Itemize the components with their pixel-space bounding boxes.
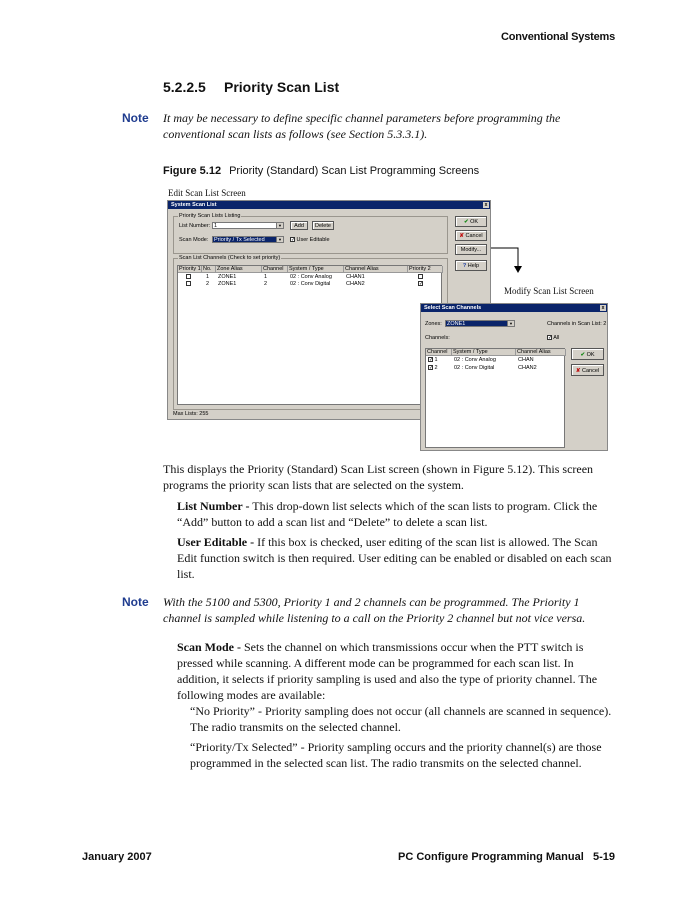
group-title: Scan List Channels (Check to set priority) xyxy=(179,255,281,261)
chevron-down-icon: ▼ xyxy=(276,223,283,228)
column-header[interactable]: System / Type xyxy=(452,349,516,356)
select-scan-channels-window xyxy=(420,303,608,451)
column-header[interactable]: Channel Alias xyxy=(516,349,566,356)
section-number: 5.2.2.5 xyxy=(163,79,206,95)
page-number: 5-19 xyxy=(592,851,615,863)
cell-alias: CHAN1 xyxy=(346,274,365,280)
close-icon[interactable]: x xyxy=(601,305,605,311)
cell-system: 02 : Conv Digital xyxy=(290,281,331,287)
priority1-checkbox[interactable] xyxy=(186,274,191,279)
term: Scan Mode - xyxy=(177,640,241,654)
column-header[interactable]: Priority 1 xyxy=(179,266,201,272)
description: Sets the channel on which transmissions occur when the PTT switch is pressed while scanning. A different mode can be programmed for each scan list. In addition, it selects if priority sampling is used and also the type of priority channel. The following modes are available: xyxy=(177,640,598,702)
all-checkbox[interactable] xyxy=(547,335,559,341)
column-header[interactable]: Channel xyxy=(426,349,452,356)
ok-button[interactable] xyxy=(455,216,487,227)
cell-no: 2 xyxy=(206,281,210,287)
cell-channel: 1 xyxy=(264,274,268,280)
ok-button[interactable] xyxy=(571,348,604,360)
check-icon: ✔ xyxy=(580,352,586,358)
all-label: All xyxy=(553,335,560,341)
cancel-button[interactable] xyxy=(455,230,487,241)
modify-button[interactable]: Modify... xyxy=(455,244,487,255)
list-number-value: 1 xyxy=(214,223,218,229)
ok-label: OK xyxy=(470,219,479,225)
column-header[interactable]: Priority 2 xyxy=(408,266,443,273)
figure-caption-text: Priority (Standard) Scan List Programming Screens xyxy=(229,165,480,177)
channels-label: Channels: xyxy=(425,335,450,341)
channel-checkbox[interactable]: ✓ xyxy=(429,365,434,372)
connector-arrow xyxy=(486,242,526,276)
note-label: Note xyxy=(122,111,149,125)
description: This drop-down list selects which of the scan lists to program. Click the “Add” button to add a scan list and “Delete” to delete a scan list. xyxy=(177,499,598,529)
delete-button[interactable]: Delete xyxy=(312,221,334,230)
column-header[interactable]: System / Type xyxy=(288,266,344,273)
manual-title: PC Configure Programming Manual xyxy=(398,851,584,863)
channels-table[interactable] xyxy=(425,348,565,448)
list-number-label: List Number: xyxy=(179,223,211,229)
modify-screen-label: Modify Scan List Screen xyxy=(504,286,594,296)
figure-label: Figure 5.12 xyxy=(163,165,222,177)
max-lists-text: Max Lists: 255 xyxy=(173,411,209,417)
window-title-bar xyxy=(421,304,607,312)
zones-dropdown[interactable] xyxy=(445,320,515,327)
list-number-description xyxy=(177,498,615,530)
column-header[interactable]: Channel Alias xyxy=(344,266,408,273)
term: List Number - xyxy=(177,499,250,513)
priority2-checkbox[interactable]: ✓ xyxy=(419,281,424,288)
cell-system: 02 : Conv Analog xyxy=(290,274,332,280)
window-title: System Scan List xyxy=(171,202,217,208)
channels-in-list-text: Channels in Scan List: 2 xyxy=(547,321,607,327)
note-label: Note xyxy=(122,595,149,609)
checkbox-icon: ✓ xyxy=(548,335,553,342)
cell-zone: ZONE1 xyxy=(218,274,237,280)
close-icon[interactable]: x xyxy=(484,202,488,208)
running-header: Conventional Systems xyxy=(501,31,615,43)
checkbox-icon: ✓ xyxy=(291,237,296,244)
close-icon: ✘ xyxy=(575,368,581,374)
cell-alias: CHAN2 xyxy=(518,365,537,371)
column-header[interactable]: Channel xyxy=(262,266,288,273)
chevron-down-icon: ▼ xyxy=(276,237,283,242)
mode-priority-tx-selected: “Priority/Tx Selected” - Priority sampling occurs and the priority channel(s) are those programmed in the selected scan list. The radio transmits on the selected channel. xyxy=(190,740,602,770)
chevron-down-icon: ▼ xyxy=(507,321,514,326)
cell-channel: 2 xyxy=(264,281,268,287)
cell-system: 02 : Conv Digital xyxy=(454,365,495,371)
help-label: Help xyxy=(467,263,480,269)
cell-system: 02 : Conv Analog xyxy=(454,357,496,363)
column-header[interactable]: No. xyxy=(202,266,216,273)
cell-zone: ZONE1 xyxy=(218,281,237,287)
help-button[interactable] xyxy=(455,260,487,271)
cell-channel: 1 xyxy=(434,357,438,363)
user-editable-label: User Editable xyxy=(296,237,330,243)
add-button[interactable]: Add xyxy=(290,221,308,230)
section-title: Priority Scan List xyxy=(224,79,340,95)
channels-table[interactable] xyxy=(177,265,442,405)
cancel-label: Cancel xyxy=(582,368,600,374)
cell-no: 1 xyxy=(206,274,210,280)
section-heading xyxy=(163,79,339,95)
mode-no-priority: “No Priority” - Priority sampling does not occur (all channels are scanned in sequence). The radio transmits on the selected channel. xyxy=(190,704,612,734)
footer-date: January 2007 xyxy=(82,851,152,863)
column-header[interactable]: Zone Alias xyxy=(216,266,262,273)
description: If this box is checked, user editing of the scan list is allowed. The Scan Edit function switch is then required. User editing can be enabled or disabled on each scan list. xyxy=(177,535,612,581)
user-editable-checkbox[interactable] xyxy=(290,237,330,243)
scan-mode-description xyxy=(177,639,615,703)
cell-channel: 2 xyxy=(434,365,438,371)
term: User Editable - xyxy=(177,535,255,549)
scan-list-channels-group xyxy=(173,255,448,410)
group-title: Priority Scan Lists Listing xyxy=(179,213,241,219)
help-icon: ? xyxy=(462,263,467,269)
list-number-dropdown[interactable] xyxy=(212,222,284,229)
ok-label: OK xyxy=(586,352,595,358)
cancel-label: Cancel xyxy=(465,233,483,239)
check-icon: ✔ xyxy=(463,219,469,225)
window-title-bar xyxy=(168,201,490,209)
scan-mode-value: Priority / Tx Selected xyxy=(214,237,265,243)
channel-checkbox[interactable]: ✓ xyxy=(429,357,434,364)
priority-lists-group xyxy=(173,213,448,254)
cell-alias: CHAN2 xyxy=(346,281,365,287)
cell-alias: CHAN xyxy=(518,357,534,363)
note-text: With the 5100 and 5300, Priority 1 and 2 channels can be programmed. The Priority 1 channel is sampled while listening to a call on the Priority 2 channel but not vice versa. xyxy=(163,595,586,625)
user-editable-description xyxy=(177,534,615,582)
scan-mode-label: Scan Mode: xyxy=(179,237,209,243)
priority1-checkbox[interactable] xyxy=(186,281,191,286)
footer-manual xyxy=(398,851,615,863)
figure-caption xyxy=(163,165,479,177)
note-text: It may be necessary to define specific channel parameters before programming the conventional scan lists as follows (see Section 5.3.3.1). xyxy=(163,111,561,141)
cancel-button[interactable] xyxy=(571,364,604,376)
scan-mode-dropdown[interactable] xyxy=(212,236,284,243)
zones-value: ZONE1 xyxy=(447,321,466,327)
zones-label: Zones: xyxy=(425,321,442,327)
edit-screen-label: Edit Scan List Screen xyxy=(168,188,246,198)
intro-paragraph: This displays the Priority (Standard) Scan List screen (shown in Figure 5.12). This screen programs the priority scan lists that are selected on the system. xyxy=(163,462,594,492)
close-icon: ✘ xyxy=(459,233,464,239)
priority2-checkbox[interactable] xyxy=(418,274,423,279)
window-title: Select Scan Channels xyxy=(424,305,482,311)
